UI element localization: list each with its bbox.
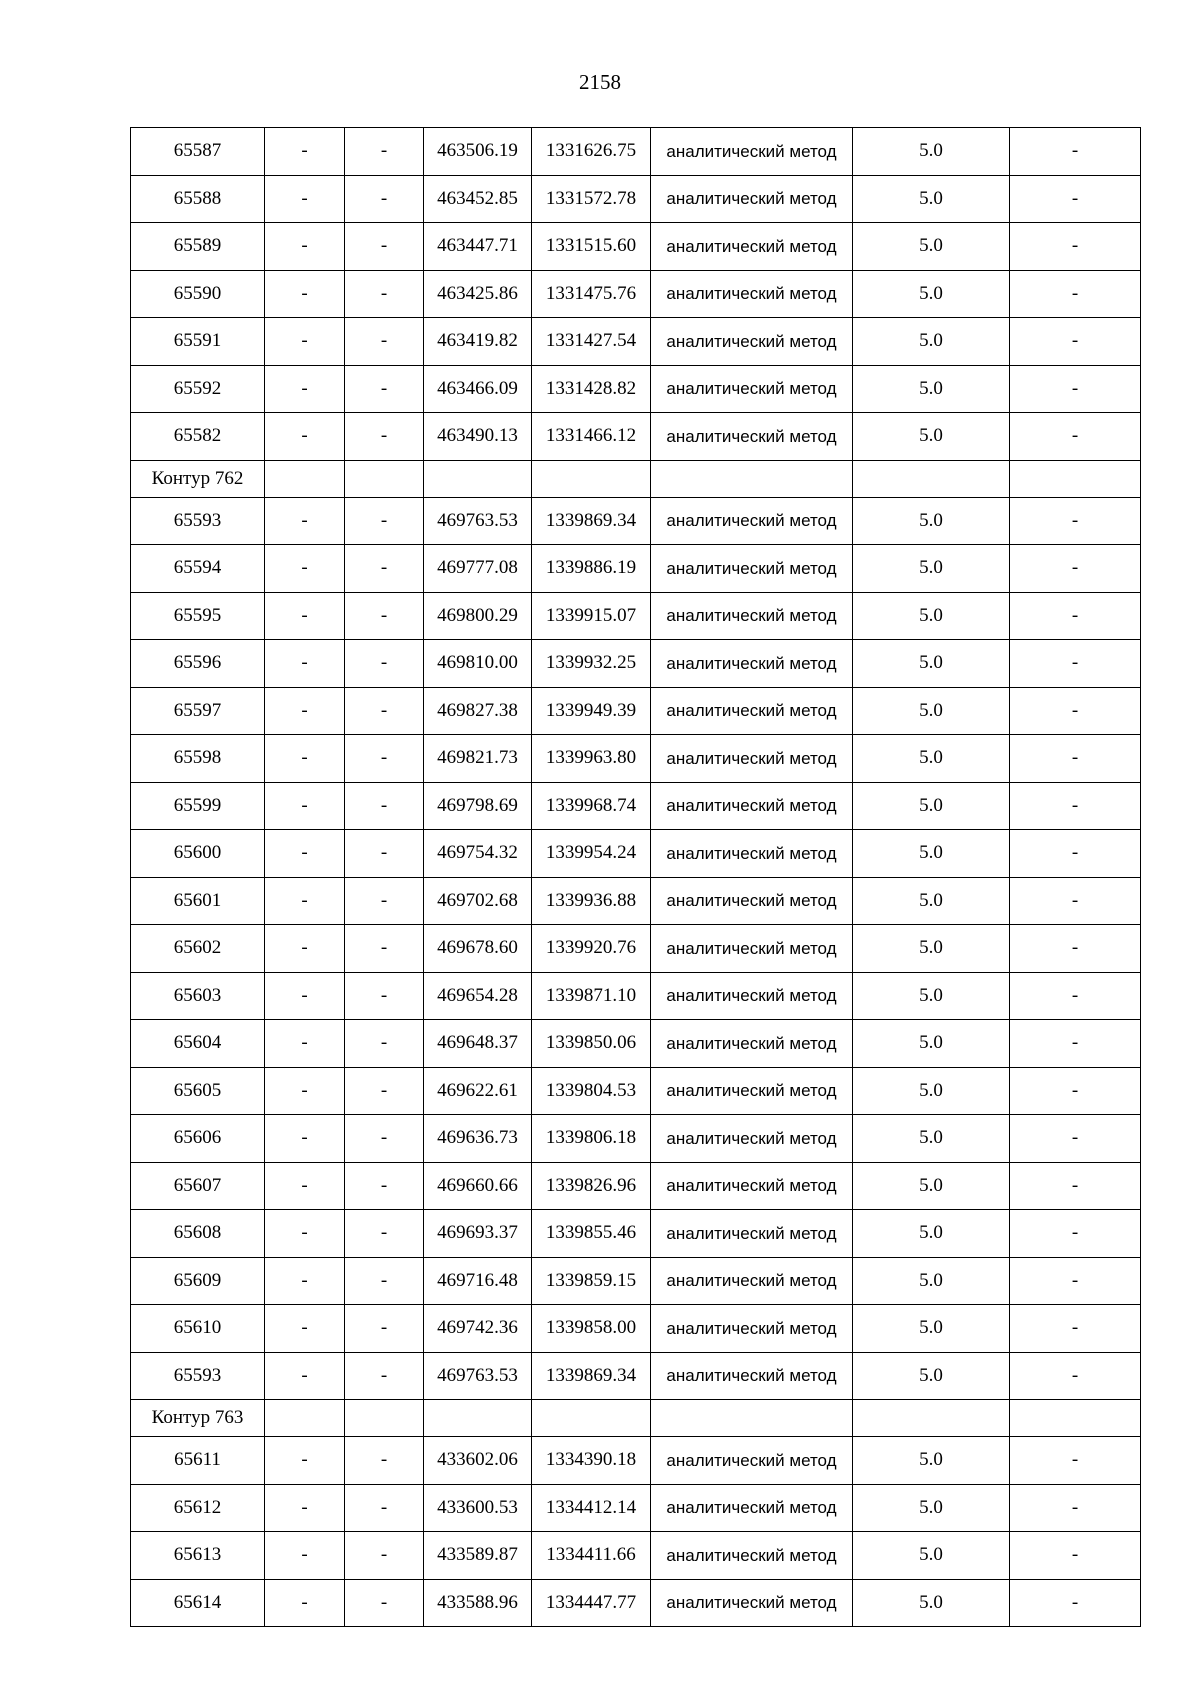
column-2-value: -	[265, 318, 345, 366]
precision-value: 5.0	[853, 1532, 1010, 1580]
x-coordinate: 469754.32	[424, 830, 532, 878]
determination-method: аналитический метод	[651, 413, 853, 461]
y-coordinate: 1339915.07	[532, 592, 651, 640]
empty-cell	[853, 460, 1010, 497]
column-2-value: -	[265, 1532, 345, 1580]
column-8-value: -	[1010, 1020, 1141, 1068]
column-2-value: -	[265, 877, 345, 925]
precision-value: 5.0	[853, 1305, 1010, 1353]
y-coordinate: 1331572.78	[532, 175, 651, 223]
empty-cell	[532, 1400, 651, 1437]
table-row	[131, 413, 1141, 461]
column-3-value: -	[345, 365, 424, 413]
column-2-value: -	[265, 925, 345, 973]
column-8-value: -	[1010, 735, 1141, 783]
precision-value: 5.0	[853, 640, 1010, 688]
determination-method: аналитический метод	[651, 1437, 853, 1485]
y-coordinate: 1339963.80	[532, 735, 651, 783]
determination-method: аналитический метод	[651, 972, 853, 1020]
determination-method: аналитический метод	[651, 1305, 853, 1353]
x-coordinate: 433600.53	[424, 1484, 532, 1532]
column-8-value: -	[1010, 270, 1141, 318]
table-row	[131, 497, 1141, 545]
table-row	[131, 1067, 1141, 1115]
x-coordinate: 469798.69	[424, 782, 532, 830]
precision-value: 5.0	[853, 687, 1010, 735]
empty-cell	[424, 460, 532, 497]
column-3-value: -	[345, 782, 424, 830]
column-2-value: -	[265, 270, 345, 318]
precision-value: 5.0	[853, 413, 1010, 461]
determination-method: аналитический метод	[651, 1020, 853, 1068]
column-2-value: -	[265, 592, 345, 640]
table-row	[131, 223, 1141, 271]
determination-method: аналитический метод	[651, 128, 853, 176]
x-coordinate: 469636.73	[424, 1115, 532, 1163]
column-8-value: -	[1010, 1210, 1141, 1258]
x-coordinate: 469810.00	[424, 640, 532, 688]
x-coordinate: 469763.53	[424, 497, 532, 545]
table-row	[131, 640, 1141, 688]
precision-value: 5.0	[853, 1067, 1010, 1115]
column-3-value: -	[345, 1484, 424, 1532]
point-number: 65604	[131, 1020, 265, 1068]
precision-value: 5.0	[853, 1352, 1010, 1400]
x-coordinate: 469716.48	[424, 1257, 532, 1305]
y-coordinate: 1339949.39	[532, 687, 651, 735]
y-coordinate: 1334390.18	[532, 1437, 651, 1485]
point-number: 65603	[131, 972, 265, 1020]
determination-method: аналитический метод	[651, 1162, 853, 1210]
determination-method: аналитический метод	[651, 592, 853, 640]
determination-method: аналитический метод	[651, 223, 853, 271]
table-row	[131, 175, 1141, 223]
contour-label: Контур 763	[131, 1400, 265, 1437]
y-coordinate: 1339804.53	[532, 1067, 651, 1115]
column-8-value: -	[1010, 972, 1141, 1020]
column-3-value: -	[345, 1020, 424, 1068]
column-3-value: -	[345, 687, 424, 735]
y-coordinate: 1339826.96	[532, 1162, 651, 1210]
table-row	[131, 877, 1141, 925]
column-3-value: -	[345, 1257, 424, 1305]
precision-value: 5.0	[853, 1162, 1010, 1210]
column-2-value: -	[265, 1437, 345, 1485]
point-number: 65602	[131, 925, 265, 973]
precision-value: 5.0	[853, 128, 1010, 176]
precision-value: 5.0	[853, 877, 1010, 925]
determination-method: аналитический метод	[651, 877, 853, 925]
table-row	[131, 545, 1141, 593]
column-3-value: -	[345, 318, 424, 366]
x-coordinate: 469693.37	[424, 1210, 532, 1258]
determination-method: аналитический метод	[651, 270, 853, 318]
column-3-value: -	[345, 1579, 424, 1627]
precision-value: 5.0	[853, 365, 1010, 413]
determination-method: аналитический метод	[651, 735, 853, 783]
x-coordinate: 469763.53	[424, 1352, 532, 1400]
column-3-value: -	[345, 1115, 424, 1163]
y-coordinate: 1331427.54	[532, 318, 651, 366]
point-number: 65600	[131, 830, 265, 878]
x-coordinate: 469821.73	[424, 735, 532, 783]
table-row	[131, 318, 1141, 366]
empty-cell	[265, 460, 345, 497]
point-number: 65612	[131, 1484, 265, 1532]
determination-method: аналитический метод	[651, 1352, 853, 1400]
point-number: 65614	[131, 1579, 265, 1627]
table-row	[131, 1210, 1141, 1258]
empty-cell	[532, 460, 651, 497]
point-number: 65597	[131, 687, 265, 735]
table-row	[131, 687, 1141, 735]
determination-method: аналитический метод	[651, 545, 853, 593]
precision-value: 5.0	[853, 270, 1010, 318]
column-8-value: -	[1010, 545, 1141, 593]
x-coordinate: 469742.36	[424, 1305, 532, 1353]
precision-value: 5.0	[853, 830, 1010, 878]
column-8-value: -	[1010, 497, 1141, 545]
point-number: 65594	[131, 545, 265, 593]
contour-label: Контур 762	[131, 460, 265, 497]
column-8-value: -	[1010, 1484, 1141, 1532]
point-number: 65611	[131, 1437, 265, 1485]
column-8-value: -	[1010, 687, 1141, 735]
column-2-value: -	[265, 1067, 345, 1115]
table-row	[131, 1532, 1141, 1580]
point-number: 65592	[131, 365, 265, 413]
table-row	[131, 1162, 1141, 1210]
precision-value: 5.0	[853, 1020, 1010, 1068]
column-8-value: -	[1010, 1579, 1141, 1627]
column-2-value: -	[265, 735, 345, 783]
precision-value: 5.0	[853, 782, 1010, 830]
table-row	[131, 830, 1141, 878]
determination-method: аналитический метод	[651, 782, 853, 830]
column-8-value: -	[1010, 365, 1141, 413]
x-coordinate: 469777.08	[424, 545, 532, 593]
empty-cell	[651, 460, 853, 497]
y-coordinate: 1339920.76	[532, 925, 651, 973]
y-coordinate: 1339806.18	[532, 1115, 651, 1163]
point-number: 65608	[131, 1210, 265, 1258]
table-row	[131, 1437, 1141, 1485]
page-number: 2158	[579, 70, 621, 94]
determination-method: аналитический метод	[651, 365, 853, 413]
y-coordinate: 1339932.25	[532, 640, 651, 688]
column-2-value: -	[265, 972, 345, 1020]
empty-cell	[1010, 1400, 1141, 1437]
column-8-value: -	[1010, 1162, 1141, 1210]
x-coordinate: 463425.86	[424, 270, 532, 318]
column-8-value: -	[1010, 1115, 1141, 1163]
coordinates-table	[130, 127, 1141, 1627]
column-2-value: -	[265, 1484, 345, 1532]
determination-method: аналитический метод	[651, 1579, 853, 1627]
y-coordinate: 1339855.46	[532, 1210, 651, 1258]
x-coordinate: 469678.60	[424, 925, 532, 973]
column-8-value: -	[1010, 1352, 1141, 1400]
column-3-value: -	[345, 497, 424, 545]
x-coordinate: 463506.19	[424, 128, 532, 176]
empty-cell	[345, 460, 424, 497]
precision-value: 5.0	[853, 1210, 1010, 1258]
column-3-value: -	[345, 1532, 424, 1580]
table-row	[131, 1257, 1141, 1305]
column-3-value: -	[345, 270, 424, 318]
y-coordinate: 1339871.10	[532, 972, 651, 1020]
column-3-value: -	[345, 1437, 424, 1485]
column-2-value: -	[265, 545, 345, 593]
column-8-value: -	[1010, 413, 1141, 461]
determination-method: аналитический метод	[651, 497, 853, 545]
table-row	[131, 782, 1141, 830]
column-2-value: -	[265, 1115, 345, 1163]
determination-method: аналитический метод	[651, 925, 853, 973]
contour-header-row	[131, 1400, 1141, 1437]
x-coordinate: 469827.38	[424, 687, 532, 735]
determination-method: аналитический метод	[651, 640, 853, 688]
column-3-value: -	[345, 545, 424, 593]
precision-value: 5.0	[853, 1437, 1010, 1485]
precision-value: 5.0	[853, 1484, 1010, 1532]
column-3-value: -	[345, 1352, 424, 1400]
y-coordinate: 1334412.14	[532, 1484, 651, 1532]
y-coordinate: 1339869.34	[532, 1352, 651, 1400]
point-number: 65598	[131, 735, 265, 783]
point-number: 65591	[131, 318, 265, 366]
determination-method: аналитический метод	[651, 1532, 853, 1580]
precision-value: 5.0	[853, 497, 1010, 545]
x-coordinate: 433602.06	[424, 1437, 532, 1485]
empty-cell	[265, 1400, 345, 1437]
column-8-value: -	[1010, 1305, 1141, 1353]
precision-value: 5.0	[853, 1115, 1010, 1163]
column-2-value: -	[265, 128, 345, 176]
precision-value: 5.0	[853, 175, 1010, 223]
column-2-value: -	[265, 497, 345, 545]
column-2-value: -	[265, 1210, 345, 1258]
column-8-value: -	[1010, 175, 1141, 223]
point-number: 65601	[131, 877, 265, 925]
precision-value: 5.0	[853, 1579, 1010, 1627]
column-2-value: -	[265, 413, 345, 461]
table-row	[131, 1115, 1141, 1163]
column-8-value: -	[1010, 640, 1141, 688]
point-number: 65582	[131, 413, 265, 461]
x-coordinate: 469660.66	[424, 1162, 532, 1210]
determination-method: аналитический метод	[651, 687, 853, 735]
precision-value: 5.0	[853, 592, 1010, 640]
table-row	[131, 1305, 1141, 1353]
table-row	[131, 365, 1141, 413]
y-coordinate: 1334447.77	[532, 1579, 651, 1627]
column-8-value: -	[1010, 1257, 1141, 1305]
precision-value: 5.0	[853, 545, 1010, 593]
y-coordinate: 1331428.82	[532, 365, 651, 413]
table-row	[131, 1020, 1141, 1068]
y-coordinate: 1339936.88	[532, 877, 651, 925]
x-coordinate: 469800.29	[424, 592, 532, 640]
x-coordinate: 433588.96	[424, 1579, 532, 1627]
y-coordinate: 1331626.75	[532, 128, 651, 176]
x-coordinate: 463466.09	[424, 365, 532, 413]
column-3-value: -	[345, 640, 424, 688]
y-coordinate: 1339850.06	[532, 1020, 651, 1068]
table-row	[131, 972, 1141, 1020]
column-3-value: -	[345, 128, 424, 176]
empty-cell	[345, 1400, 424, 1437]
determination-method: аналитический метод	[651, 1115, 853, 1163]
column-3-value: -	[345, 175, 424, 223]
table-row	[131, 1352, 1141, 1400]
x-coordinate: 469654.28	[424, 972, 532, 1020]
table-row	[131, 270, 1141, 318]
column-8-value: -	[1010, 128, 1141, 176]
table-row	[131, 735, 1141, 783]
x-coordinate: 463447.71	[424, 223, 532, 271]
column-8-value: -	[1010, 1067, 1141, 1115]
y-coordinate: 1339954.24	[532, 830, 651, 878]
x-coordinate: 469622.61	[424, 1067, 532, 1115]
column-3-value: -	[345, 1305, 424, 1353]
x-coordinate: 469648.37	[424, 1020, 532, 1068]
determination-method: аналитический метод	[651, 175, 853, 223]
column-3-value: -	[345, 972, 424, 1020]
x-coordinate: 469702.68	[424, 877, 532, 925]
y-coordinate: 1339858.00	[532, 1305, 651, 1353]
column-3-value: -	[345, 413, 424, 461]
column-3-value: -	[345, 1067, 424, 1115]
point-number: 65605	[131, 1067, 265, 1115]
table-row	[131, 1484, 1141, 1532]
determination-method: аналитический метод	[651, 1257, 853, 1305]
x-coordinate: 463490.13	[424, 413, 532, 461]
point-number: 65595	[131, 592, 265, 640]
point-number: 65610	[131, 1305, 265, 1353]
column-8-value: -	[1010, 877, 1141, 925]
empty-cell	[651, 1400, 853, 1437]
column-2-value: -	[265, 1305, 345, 1353]
column-8-value: -	[1010, 1437, 1141, 1485]
column-3-value: -	[345, 592, 424, 640]
determination-method: аналитический метод	[651, 1067, 853, 1115]
column-2-value: -	[265, 687, 345, 735]
column-2-value: -	[265, 640, 345, 688]
precision-value: 5.0	[853, 972, 1010, 1020]
table-row	[131, 592, 1141, 640]
column-2-value: -	[265, 1020, 345, 1068]
determination-method: аналитический метод	[651, 1484, 853, 1532]
precision-value: 5.0	[853, 1257, 1010, 1305]
y-coordinate: 1331466.12	[532, 413, 651, 461]
column-2-value: -	[265, 365, 345, 413]
column-3-value: -	[345, 830, 424, 878]
point-number: 65599	[131, 782, 265, 830]
table-row	[131, 128, 1141, 176]
precision-value: 5.0	[853, 223, 1010, 271]
table-row	[131, 925, 1141, 973]
column-3-value: -	[345, 1162, 424, 1210]
x-coordinate: 463452.85	[424, 175, 532, 223]
y-coordinate: 1339869.34	[532, 497, 651, 545]
determination-method: аналитический метод	[651, 830, 853, 878]
column-2-value: -	[265, 1162, 345, 1210]
column-3-value: -	[345, 925, 424, 973]
column-2-value: -	[265, 1257, 345, 1305]
y-coordinate: 1339968.74	[532, 782, 651, 830]
point-number: 65587	[131, 128, 265, 176]
precision-value: 5.0	[853, 735, 1010, 783]
column-2-value: -	[265, 782, 345, 830]
column-2-value: -	[265, 1352, 345, 1400]
y-coordinate: 1331515.60	[532, 223, 651, 271]
column-3-value: -	[345, 1210, 424, 1258]
y-coordinate: 1334411.66	[532, 1532, 651, 1580]
y-coordinate: 1331475.76	[532, 270, 651, 318]
column-8-value: -	[1010, 925, 1141, 973]
point-number: 65607	[131, 1162, 265, 1210]
column-8-value: -	[1010, 1532, 1141, 1580]
point-number: 65593	[131, 1352, 265, 1400]
x-coordinate: 433589.87	[424, 1532, 532, 1580]
point-number: 65588	[131, 175, 265, 223]
point-number: 65609	[131, 1257, 265, 1305]
precision-value: 5.0	[853, 318, 1010, 366]
determination-method: аналитический метод	[651, 318, 853, 366]
column-3-value: -	[345, 877, 424, 925]
point-number: 65606	[131, 1115, 265, 1163]
y-coordinate: 1339886.19	[532, 545, 651, 593]
point-number: 65593	[131, 497, 265, 545]
column-8-value: -	[1010, 592, 1141, 640]
empty-cell	[853, 1400, 1010, 1437]
point-number: 65589	[131, 223, 265, 271]
table-row	[131, 1579, 1141, 1627]
y-coordinate: 1339859.15	[532, 1257, 651, 1305]
column-2-value: -	[265, 175, 345, 223]
column-3-value: -	[345, 223, 424, 271]
column-2-value: -	[265, 1579, 345, 1627]
table-body	[131, 128, 1141, 1627]
point-number: 65613	[131, 1532, 265, 1580]
precision-value: 5.0	[853, 925, 1010, 973]
contour-header-row	[131, 460, 1141, 497]
x-coordinate: 463419.82	[424, 318, 532, 366]
empty-cell	[424, 1400, 532, 1437]
column-8-value: -	[1010, 830, 1141, 878]
column-2-value: -	[265, 830, 345, 878]
point-number: 65596	[131, 640, 265, 688]
column-2-value: -	[265, 223, 345, 271]
column-3-value: -	[345, 735, 424, 783]
column-8-value: -	[1010, 782, 1141, 830]
empty-cell	[1010, 460, 1141, 497]
point-number: 65590	[131, 270, 265, 318]
column-8-value: -	[1010, 223, 1141, 271]
determination-method: аналитический метод	[651, 1210, 853, 1258]
column-8-value: -	[1010, 318, 1141, 366]
